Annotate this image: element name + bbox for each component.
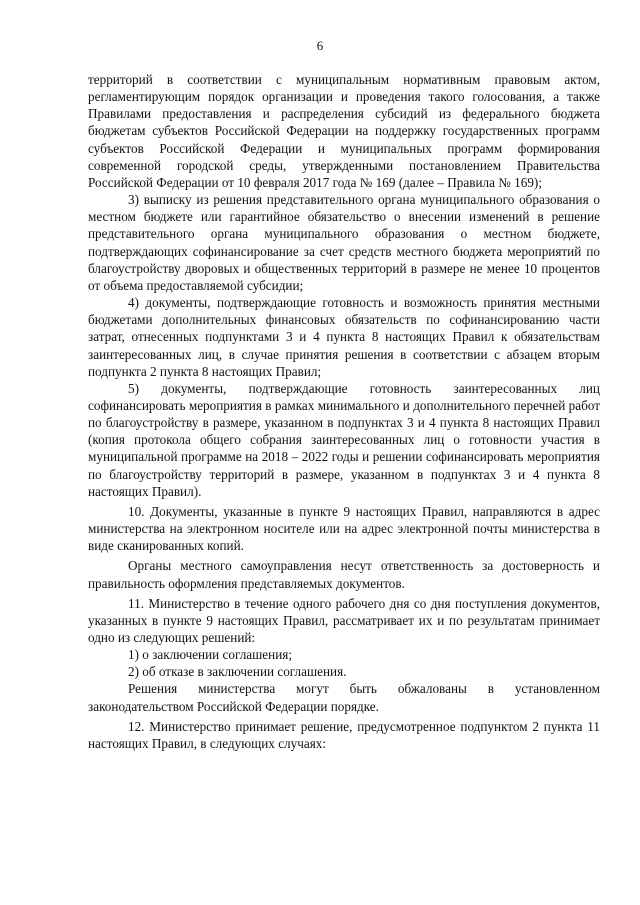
page-number: 6 <box>316 38 324 53</box>
paragraph-responsibility: Органы местного самоуправления несут ответственность за достоверность и правильность оформления представляемых документов. <box>88 558 600 591</box>
paragraph-item-4: 4) документы, подтверждающие готовность и возможность принятия местными бюджетами дополнительных финансовых обязательств по софинансированию части затрат, отнесенных подпунктами 3 и 4 пункта 8 настоящих Правил к обязательствам заинтересованных лиц, в случае принятия решения в соответствии с абзацем вторым подпункта 2 пункта 8 настоящих Правил; <box>88 295 600 379</box>
document-body <box>88 71 600 752</box>
paragraph-decision-1: 1) о заключении соглашения; <box>128 647 292 663</box>
paragraph-item-3: 3) выписку из решения представительного органа муниципального образования о местном бюджете или гарантийное обязательство о внесении изменений в решение представительного органа муниципального образования о местном бюджете, подтверждающих софинансирование за счет средств местного бюджета мероприятий по благоустройству дворовых и общественных территорий в размере не менее 10 процентов от объема предоставляемой субсидии; <box>88 192 600 293</box>
paragraph-clause-12: 12. Министерство принимает решение, предусмотренное подпунктом 2 пункта 11 настоящих Правил, в следующих случаях: <box>88 718 600 751</box>
paragraph-clause-10: 10. Документы, указанные в пункте 9 настоящих Правил, направляются в адрес министерства на электронном носителе или на адрес электронной почты министерства в виде сканированных копий. <box>88 503 600 554</box>
paragraph-decision-2: 2) об отказе в заключении соглашения. <box>128 664 347 680</box>
paragraph-clause-11: 11. Министерство в течение одного рабочего дня со дня поступления документов, указанных в пункте 9 настоящих Правил, рассматривает их и по результатам принимает одно из следующих решений: <box>88 595 600 645</box>
paragraph-item-5: 5) документы, подтверждающие готовность заинтересованных лиц софинансировать мероприятия в рамках минимального и дополнительного перечней работ по благоустройству в размере, указанном в подпунктах 3 и 4 пункта 8 настоящих Правил (копия протокола общего собрания заинтересованных лиц о готовности участия в муниципальной программе на 2018 – 2022 годы и решении софинансировать мероприятия по благоустройству территорий в размере, указанном в подпунктах 3 и 4 пункта 8 настоящих Правил). <box>88 380 600 499</box>
paragraph-appeal: Решения министерства могут быть обжалованы в установленном законодательством Российской Федерации порядке. <box>88 681 600 714</box>
paragraph-continuation-voting: территорий в соответствии с муниципальным нормативным правовым актом, регламентирующим порядок организации и проведения такого голосования, а также Правилами предоставления и распределения субсидий из федерального бюджета бюджетам субъектов Российской Федерации на поддержку государственных программ субъектов Российской Федерации и муниципальных программ формирования современной городской среды, утвержденными постановлением Правительства Российской Федерации от 10 февраля 2017 года № 169 (далее – Правила № 169); <box>88 72 600 190</box>
